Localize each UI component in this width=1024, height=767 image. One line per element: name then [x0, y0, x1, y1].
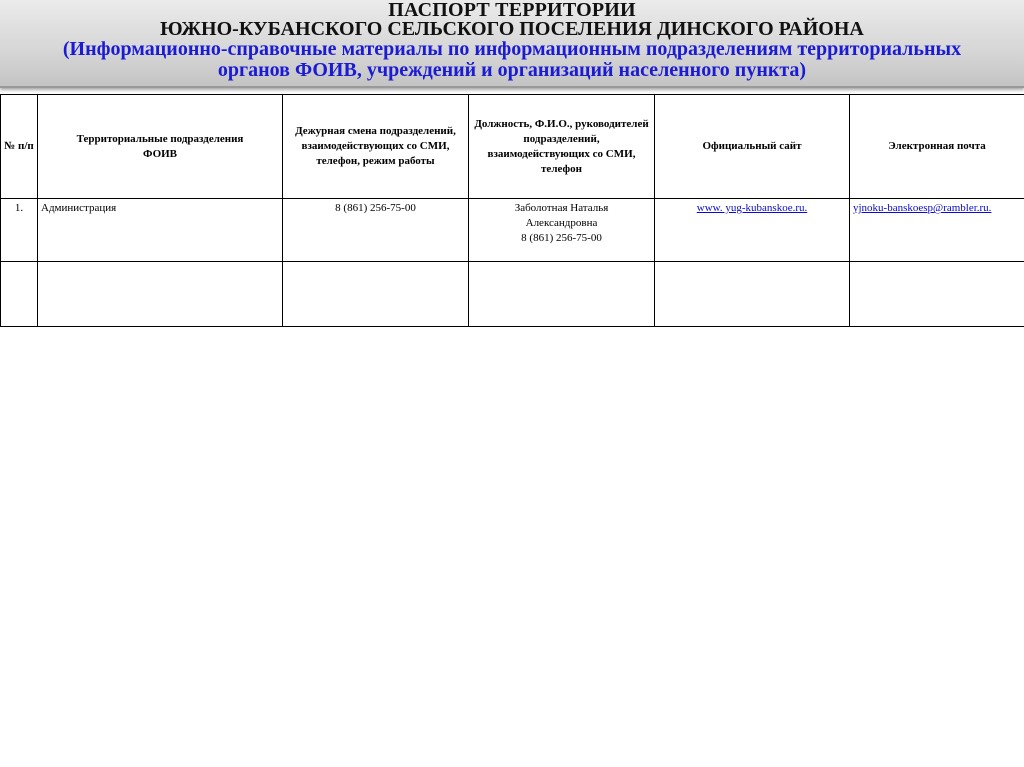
empty-cell: [469, 262, 655, 327]
table-row-empty: [1, 262, 1024, 327]
empty-cell: [38, 262, 283, 327]
empty-cell: [1, 262, 38, 327]
row-duty: 8 (861) 256-75-00: [283, 199, 469, 262]
page-subtitle: ЮЖНО-КУБАНСКОГО СЕЛЬСКОГО ПОСЕЛЕНИЯ ДИНСКОГО РАЙОНА: [160, 18, 864, 40]
page-title: ПАСПОРТ ТЕРРИТОРИИ: [388, 0, 636, 21]
site-link[interactable]: www. yug-kubanskoe.ru.: [696, 202, 808, 214]
col-header-number: № п/п: [1, 95, 38, 199]
page-description-line-1: (Информационно-справочные материалы по информационным подразделениям территориальных: [62, 38, 962, 60]
col-header-head: Должность, Ф.И.О., руководителей подразделений, взаимодействующих со СМИ, телефон: [469, 95, 655, 199]
page-header: [0, 0, 1024, 88]
info-table: [0, 94, 1024, 327]
row-site-cell: [655, 199, 850, 262]
row-head-phone: 8 (861) 256-75-00: [521, 232, 602, 244]
row-unit: Администрация: [38, 199, 283, 262]
row-head: [469, 199, 655, 262]
table-header-row: [1, 95, 1024, 199]
row-email-cell: [850, 199, 1024, 262]
col-header-email: Электронная почта: [850, 95, 1024, 199]
row-head-name-line2: Александровна: [525, 217, 598, 229]
col-header-duty: Дежурная смена подразделений, взаимодействующих со СМИ, телефон, режим работы: [283, 95, 469, 199]
col-header-unit: Территориальные подразделения ФОИВ: [38, 95, 283, 199]
empty-cell: [283, 262, 469, 327]
table-row: [1, 199, 1024, 262]
col-header-site: Официальный сайт: [655, 95, 850, 199]
row-number: 1.: [1, 199, 38, 262]
empty-cell: [850, 262, 1024, 327]
row-head-name-line1: Заболотная Наталья: [514, 202, 609, 214]
empty-cell: [655, 262, 850, 327]
page-description-line-2: органов ФОИВ, учреждений и организаций населенного пункта): [217, 59, 807, 81]
email-link[interactable]: yjnoku-banskoesp@rambler.ru.: [853, 202, 992, 214]
